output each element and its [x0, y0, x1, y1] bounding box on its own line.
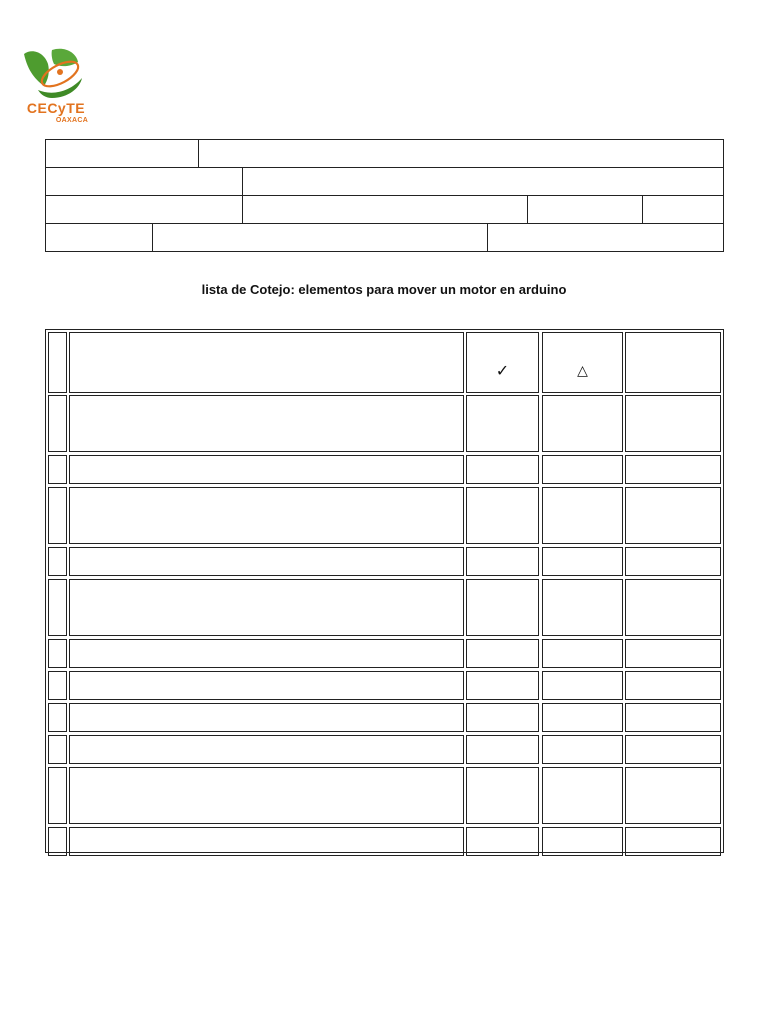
row-element-cell: [69, 639, 464, 668]
row-observations-cell[interactable]: [625, 735, 721, 764]
row-delta-cell[interactable]: [542, 827, 623, 856]
header-number-cell: [48, 332, 67, 393]
info-row: [46, 196, 723, 224]
row-element-cell: [69, 547, 464, 576]
row-delta-cell[interactable]: [542, 639, 623, 668]
row-number-cell: [48, 395, 67, 452]
info-row: [46, 168, 723, 196]
info-label-cell: [46, 196, 243, 223]
row-observations-cell[interactable]: [625, 827, 721, 856]
info-label-cell: [46, 140, 199, 167]
row-check-cell[interactable]: [466, 827, 539, 856]
row-delta-cell[interactable]: [542, 671, 623, 700]
row-number-cell: [48, 547, 67, 576]
row-element-cell: [69, 735, 464, 764]
info-label-cell: [528, 196, 643, 223]
row-element-cell: [69, 579, 464, 636]
info-value-cell[interactable]: [153, 224, 488, 252]
header-delta-cell: [542, 332, 623, 393]
row-observations-cell[interactable]: [625, 579, 721, 636]
header-element-cell: [69, 332, 464, 393]
info-label-cell: [46, 168, 243, 195]
row-element-cell: [69, 827, 464, 856]
row-number-cell: [48, 671, 67, 700]
row-check-cell[interactable]: [466, 395, 539, 452]
row-observations-cell[interactable]: [625, 395, 721, 452]
row-check-cell[interactable]: [466, 735, 539, 764]
row-element-cell: [69, 395, 464, 452]
row-number-cell: [48, 703, 67, 732]
row-element-cell: [69, 671, 464, 700]
row-number-cell: [48, 579, 67, 636]
row-element-cell: [69, 487, 464, 544]
row-element-cell: [69, 767, 464, 824]
document-title: lista de Cotejo: elementos para mover un motor en arduino: [201, 282, 567, 297]
row-check-cell[interactable]: [466, 639, 539, 668]
row-element-cell: [69, 455, 464, 484]
info-row: [46, 224, 723, 252]
row-check-cell[interactable]: [466, 767, 539, 824]
row-delta-cell[interactable]: [542, 455, 623, 484]
info-value-cell[interactable]: [199, 140, 723, 167]
row-number-cell: [48, 487, 67, 544]
info-value-cell[interactable]: [488, 224, 723, 252]
row-delta-cell[interactable]: [542, 767, 623, 824]
row-check-cell[interactable]: [466, 487, 539, 544]
check-icon: ✓: [495, 360, 510, 380]
row-check-cell[interactable]: [466, 547, 539, 576]
info-table: [45, 139, 724, 252]
info-value-cell[interactable]: [243, 168, 723, 195]
row-element-cell: [69, 703, 464, 732]
row-check-cell[interactable]: [466, 579, 539, 636]
row-delta-cell[interactable]: [542, 487, 623, 544]
row-number-cell: [48, 827, 67, 856]
row-check-cell[interactable]: [466, 671, 539, 700]
row-number-cell: [48, 639, 67, 668]
row-delta-cell[interactable]: [542, 735, 623, 764]
info-row: [46, 140, 723, 168]
info-value-cell[interactable]: [243, 196, 528, 223]
row-observations-cell[interactable]: [625, 547, 721, 576]
row-delta-cell[interactable]: [542, 395, 623, 452]
row-observations-cell[interactable]: [625, 703, 721, 732]
row-observations-cell[interactable]: [625, 487, 721, 544]
delta-icon: △: [577, 362, 588, 379]
row-number-cell: [48, 735, 67, 764]
row-delta-cell[interactable]: [542, 579, 623, 636]
row-observations-cell[interactable]: [625, 639, 721, 668]
row-observations-cell[interactable]: [625, 767, 721, 824]
logo-name: CECyTE: [26, 100, 86, 116]
cecyte-logo: [18, 44, 90, 128]
row-observations-cell[interactable]: [625, 455, 721, 484]
header-observations-cell: [625, 332, 721, 393]
info-value-cell[interactable]: [643, 196, 723, 223]
logo-emblem-icon: [18, 44, 90, 102]
row-number-cell: [48, 455, 67, 484]
logo-subtitle: OAXACA: [55, 117, 89, 124]
row-number-cell: [48, 767, 67, 824]
checklist-table: [45, 329, 724, 853]
row-delta-cell[interactable]: [542, 703, 623, 732]
header-check-cell: [466, 332, 539, 393]
info-label-cell: [46, 224, 153, 252]
row-check-cell[interactable]: [466, 703, 539, 732]
row-check-cell[interactable]: [466, 455, 539, 484]
row-delta-cell[interactable]: [542, 547, 623, 576]
row-observations-cell[interactable]: [625, 671, 721, 700]
